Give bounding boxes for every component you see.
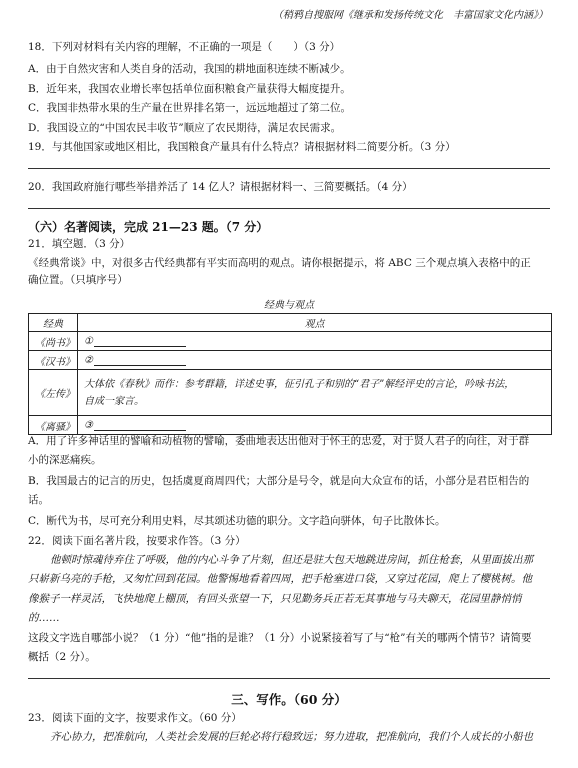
fill-blank[interactable] bbox=[94, 420, 186, 431]
table-cell-view[interactable] bbox=[78, 351, 552, 370]
table-cell-view[interactable] bbox=[78, 332, 552, 351]
question-21-stem: 21．填空题．（3 分） bbox=[28, 238, 131, 250]
answer-line bbox=[28, 168, 550, 169]
question-22-question-2: 概括（2 分）。 bbox=[28, 651, 96, 663]
view-text-line-2: 自成一家言。 bbox=[84, 395, 144, 407]
passage-line-2: 只崭新乌亮的手枪，又匆忙回到花园。他警惕地看着四周，把手枪塞进口袋，又穿过花园，爬上了樱桃树。他 bbox=[28, 573, 532, 585]
table-row bbox=[29, 351, 552, 370]
table-header-view: 观点 bbox=[78, 314, 552, 332]
table-row bbox=[29, 332, 552, 351]
passage-line-3: 像猴子一样灵活，飞快地爬上棚顶，有回头张望一下，只见勤务兵正若无其事地与马夫聊天，花园里静悄悄 bbox=[28, 593, 522, 605]
question-19: 19．与其他国家或地区相比，我国粮食产量具有什么特点？请根据材料二简要分析。（3 分） bbox=[28, 141, 456, 153]
question-18-option-c: C．我国非热带水果的生产量在世界排名第一，远远地超过了第二位。 bbox=[28, 102, 352, 114]
classics-table bbox=[28, 313, 552, 435]
table-row bbox=[29, 416, 552, 435]
question-23-text-1: 齐心协力，把准航向，人类社会发展的巨轮必将行稳致远；努力进取，把准航向，我们个人成长的小船也 bbox=[50, 731, 533, 743]
passage-line-4: 的…… bbox=[28, 612, 60, 624]
table-row bbox=[29, 370, 552, 416]
section-6-title: （六）名著阅读，完成 21—23 题。（7 分） bbox=[28, 220, 269, 234]
question-21-intro-1: 《经典常谈》中，对很多古代经典都有平实而高明的观点。请你根据提示，将 ABC 三个观点填入表格中的正 bbox=[28, 257, 531, 269]
answer-line bbox=[28, 208, 550, 209]
fill-blank[interactable] bbox=[94, 355, 186, 366]
passage-line-1: 他顿时惊魂待弃住了呼吸，他的内心斗争了片刻，但还是驻大包天地跳进房间，抓住枪套，从里面拔出那 bbox=[50, 554, 533, 566]
table-header-row bbox=[29, 314, 552, 332]
circled-number: ② bbox=[84, 354, 93, 366]
question-18-option-a: A．由于自然灾害和人类自身的活动，我国的耕地面积连续不断减少。 bbox=[28, 63, 351, 75]
question-18-stem: 18．下列对材料有关内容的理解，不正确的一项是（ ）（3 分） bbox=[28, 41, 341, 53]
circled-number: ③ bbox=[84, 419, 93, 431]
table-cell-book: 《左传》 bbox=[29, 370, 78, 416]
table-cell-view[interactable] bbox=[78, 416, 552, 435]
question-21-intro-2: 确位置。（只填序号） bbox=[28, 274, 128, 286]
table-caption: 经典与观点 bbox=[264, 300, 314, 311]
table-header-book: 经典 bbox=[29, 314, 78, 332]
view-text-line-1: 大体依《春秋》而作：参考群籍，详述史事，征引孔子和别的“君子”解经评史的言论，吟咏书法， bbox=[84, 378, 515, 390]
circled-number: ① bbox=[84, 335, 93, 347]
question-22-stem: 22．阅读下面名著片段，按要求作答。（3 分） bbox=[28, 535, 246, 547]
fill-blank[interactable] bbox=[94, 336, 186, 347]
question-21-option-a-2: 小的深恶痛疾。 bbox=[28, 454, 102, 466]
question-21-option-b-2: 话。 bbox=[28, 494, 49, 506]
question-23-stem: 23．阅读下面的文字，按要求作文。（60 分） bbox=[28, 712, 242, 724]
table-cell-book: 《离骚》 bbox=[29, 416, 78, 435]
table-cell-view bbox=[78, 370, 552, 416]
answer-line bbox=[28, 678, 550, 679]
table-cell-book: 《尚书》 bbox=[29, 332, 78, 351]
section-3-title: 三、写作。（60 分） bbox=[231, 692, 347, 707]
question-22-question-1: 这段文字选自哪部小说？（1 分）“他”指的是谁？（1 分）小说紧接着写了与“枪”有关的哪两个情节？请简要 bbox=[28, 632, 532, 644]
question-18-option-b: B．近年来，我国农业增长率包括单位面积粮食产量获得大幅度提升。 bbox=[28, 83, 351, 95]
question-21-option-b-1: B．我国最古的记言的历史，包括虞夏商周四代；大部分是号令，就是向大众宣布的话，小部分是君臣相告的 bbox=[28, 475, 530, 487]
question-20: 20．我国政府施行哪些举措养活了 14 亿人？请根据材料一、三简要概括。（4 分） bbox=[28, 181, 413, 193]
page-header: （稍鸦自搜服网《继承和发扬传统文化 丰富国家文化内涵》） bbox=[273, 10, 548, 21]
question-21-option-a-1: A．用了许多神话里的譬喻和动植物的譬喻，委曲地表达出他对于怀王的忠爱，对于贤人君子的向往，对于群 bbox=[28, 435, 530, 447]
table-cell-book: 《汉书》 bbox=[29, 351, 78, 370]
question-21-option-c: C．断代为书，尽可充分利用史料，尽其颂述功德的职分。文字趋向骈体，句子比散体长。 bbox=[28, 515, 446, 527]
question-18-option-d: D．我国设立的“中国农民丰收节”顺应了农民期待，满足农民需求。 bbox=[28, 122, 342, 134]
